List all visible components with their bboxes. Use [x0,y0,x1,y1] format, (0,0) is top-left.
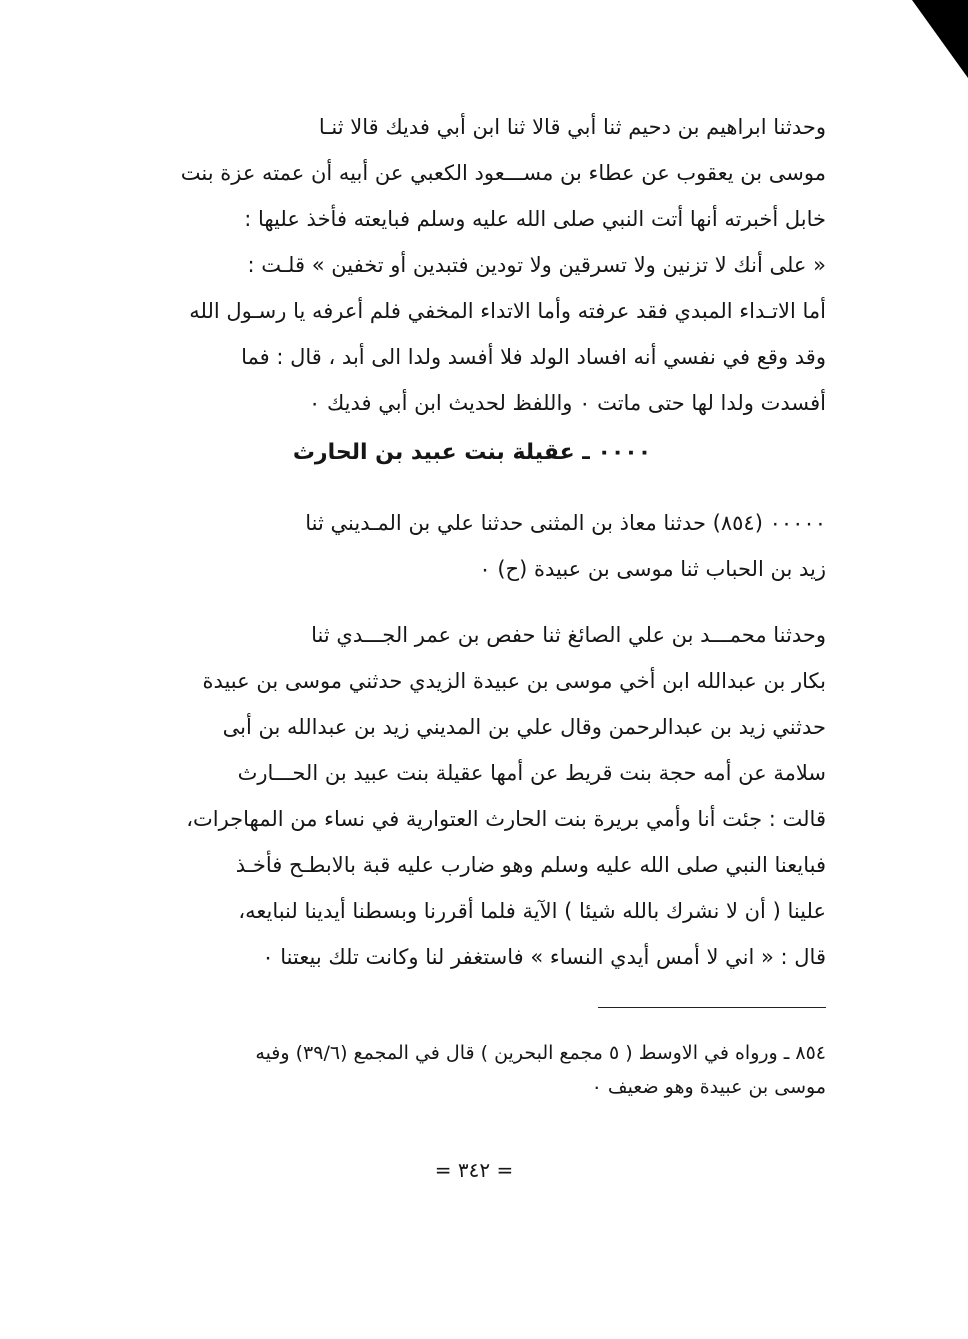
corner-mark-icon [912,0,968,78]
text-line: فبايعنا النبي صلى الله عليه وسلم وهو ضارب عليه قبة بالابطـح فأخـذ [235,853,826,877]
page-number: = ٣٤٢ = [434,1158,514,1182]
paragraph-1 [118,104,826,426]
section-heading: ٠٠٠٠ ـ عقيلة بنت عبيد بن الحارث [292,440,652,465]
footnote [118,1036,826,1104]
text-line: خابل أخبرته أنها أتت النبي صلى الله عليه وسلم فبايعته فأخذ عليها : [244,207,826,231]
footnote-line: ٨٥٤ ـ ورواه في الاوسط ( ٥ مجمع البحرين ) قال في المجمع (٣٩/٦) وفيه [255,1042,826,1064]
paragraph-2 [118,500,826,592]
text-line: ٠٠٠٠٠ (٨٥٤) حدثنا معاذ بن المثنى حدثنا علي بن المـديني ثنا [305,511,826,535]
text-line: حدثني زيد بن عبدالرحمن وقال علي بن المديني زيد بن عبدالله بن أبى [222,715,826,739]
text-line: أما الاتـداء المبدي فقد عرفته وأما الاتداء المخفي فلم أعرفه يا رسـول الله [189,299,826,323]
text-line: سلامة عن أمه حجة بنت قريط عن أمها عقيلة بنت عبيد بن الحـــارث [237,761,826,785]
text-line: أفسدت ولدا لها حتى ماتت ٠ واللفظ لحديث ابن أبي فديك ٠ [309,391,826,415]
text-line: وحدثنا ابراهيم بن دحيم ثنا أبي قالا ثنا ابن أبي فديك قالا ثنـا [318,115,826,139]
footnote-divider [598,1007,826,1008]
text-line: قالت : جئت أنا وأمي بريرة بنت الحارث العتوارية في نساء من المهاجرات، [186,807,826,831]
text-line: بكار بن عبدالله ابن أخي موسى بن عبيدة الزيدي حدثني موسى بن عبيدة [202,669,826,693]
text-line: وقد وقع في نفسي أنه افساد الولد فلا أفسد ولدا الى أبد ، قال : فما [241,345,826,369]
paragraph-3 [118,612,826,980]
text-line: علينا ( أن لا نشرك بالله شيئا ) الآية فلما أقررنا وبسطنا أيدينا لنبايعه، [238,899,826,923]
text-line: « على أنك لا تزنين ولا تسرقين ولا تودين فتبدين أو تخفين » قلـت : [247,253,826,277]
text-line: وحدثنا محمـــد بن علي الصائغ ثنا حفص بن عمر الجـــدي ثنا [311,623,826,647]
text-line: قال : « اني لا أمس أيدي النساء » فاستغفر لنا وكانت تلك بيعتنا ٠ [262,945,826,969]
footnote-line: موسى بن عبيدة وهو ضعيف ٠ [591,1076,826,1098]
text-line: زيد بن الحباب ثنا موسى بن عبيدة (ح) ٠ [479,557,826,581]
text-line: موسى بن يعقوب عن عطاء بن مســـعود الكعبي عن أبيه أن عمته عزة بنت [180,161,826,185]
